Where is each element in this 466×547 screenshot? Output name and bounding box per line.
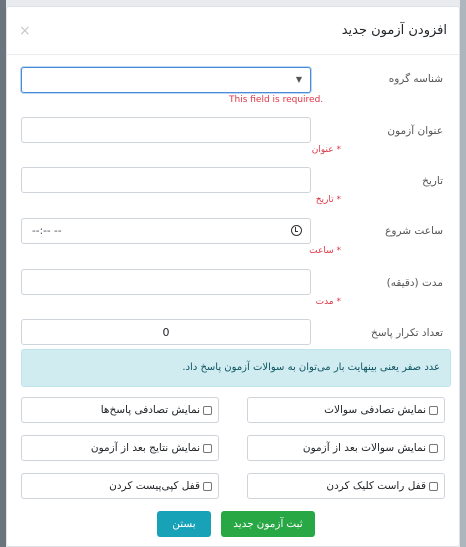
date-label: تاریخ [422,175,443,187]
chevron-down-icon: ▼ [295,75,302,84]
show-questions-after-checkbox[interactable] [247,435,445,461]
info-text: عدد صفر یعنی بینهایت بار می‌توان به سوالات آزمون پاسخ داد. [182,362,440,373]
start-time-value: --:-- -- [32,225,62,237]
lock-copy-paste-label: قفل کپی‌پیست کردن [109,480,200,492]
duration-hint: * مدت [315,297,341,307]
clock-icon [291,225,302,236]
title-input[interactable] [21,117,311,143]
modal-title: افزودن آزمون جدید [341,23,447,38]
random-answers-label: نمایش تصادفی پاسخ‌ها [100,404,200,416]
modal-header [7,7,459,55]
checkbox-icon [203,444,212,453]
show-results-after-checkbox[interactable] [21,435,219,461]
add-exam-modal [6,6,460,547]
group-id-error: This field is required. [229,95,324,105]
random-questions-checkbox[interactable] [247,397,445,423]
random-answers-checkbox[interactable] [21,397,219,423]
lock-right-click-checkbox[interactable] [247,473,445,499]
lock-copy-paste-checkbox[interactable] [21,473,219,499]
start-time-label: ساعت شروع [385,225,443,237]
checkbox-icon [203,406,212,415]
close-button[interactable]: بستن [157,511,211,537]
group-id-select[interactable] [21,67,311,93]
show-questions-after-label: نمایش سوالات بعد از آزمون [302,442,426,454]
submit-exam-button[interactable]: ثبت آزمون جدید [221,511,315,537]
date-hint: * تاریخ [315,195,341,205]
group-id-label: شناسه گروه [388,73,443,85]
checkbox-icon [203,482,212,491]
info-alert [21,349,451,387]
checkbox-icon [429,406,438,415]
duration-input[interactable] [21,269,311,295]
repeat-count-value: 0 [162,326,170,339]
random-questions-label: نمایش تصادفی سوالات [324,404,426,416]
repeat-count-input[interactable] [21,319,311,345]
start-time-hint: * ساعت [309,246,341,256]
duration-label: مدت (دقیقه) [386,277,443,289]
repeat-count-label: تعداد تکرار پاسخ [371,327,443,339]
checkbox-icon [429,482,438,491]
title-label: عنوان آزمون [387,125,443,137]
title-hint: * عنوان [311,145,341,155]
show-results-after-label: نمایش نتایج بعد از آزمون [90,442,200,454]
date-input[interactable] [21,167,311,193]
close-icon[interactable]: × [19,22,31,39]
lock-right-click-label: قفل راست کلیک کردن [326,480,426,492]
checkbox-icon [429,444,438,453]
start-time-input[interactable] [21,218,311,244]
backdrop-right [460,0,466,547]
